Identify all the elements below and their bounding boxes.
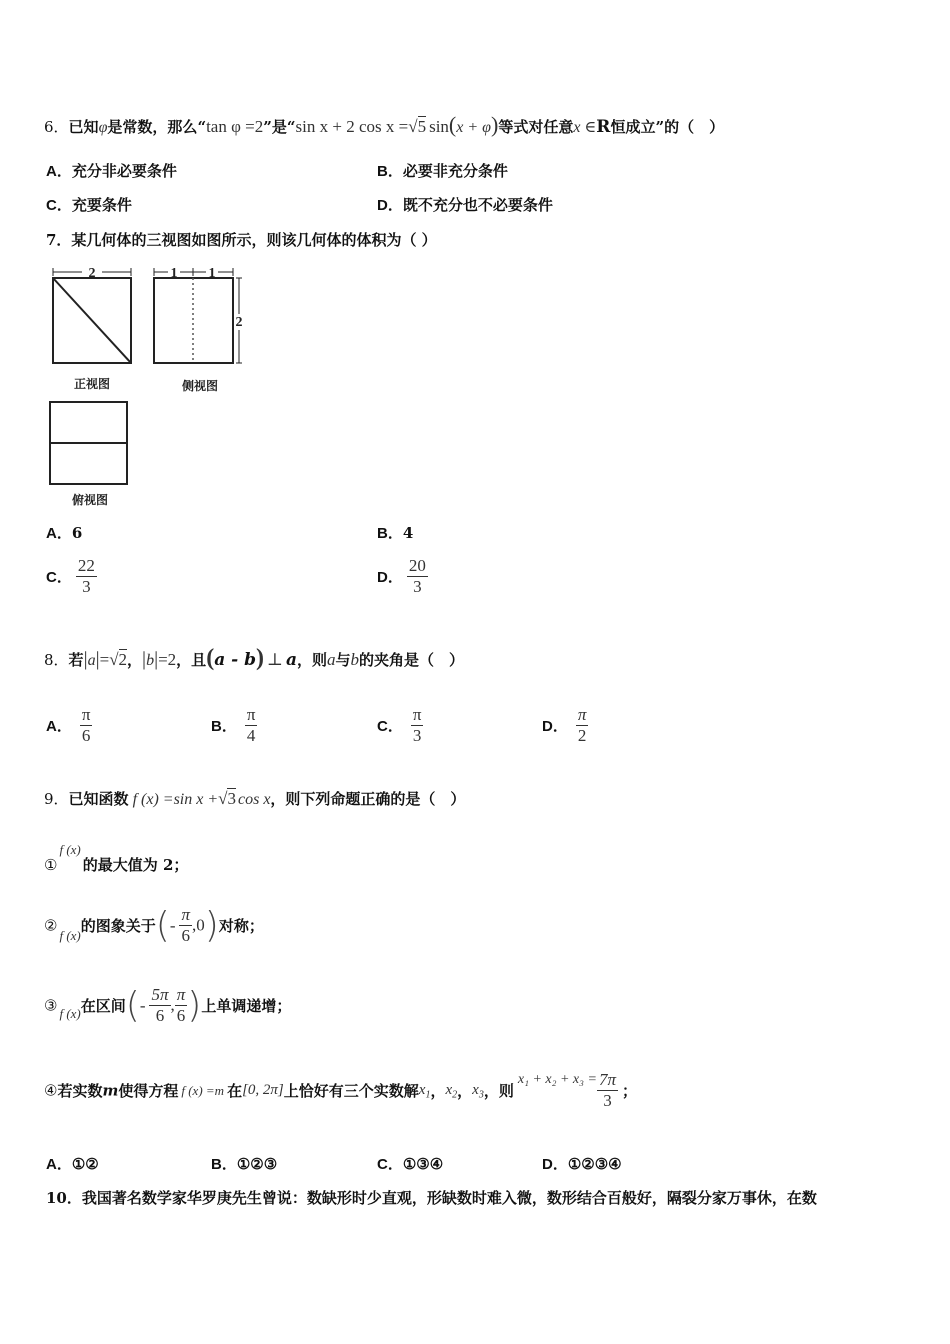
- q7-option-b[interactable]: [377, 522, 413, 543]
- abs-bar: |: [154, 648, 159, 670]
- numerator: 22: [77, 556, 95, 575]
- front-diagonal: [53, 278, 131, 363]
- x2-sub: 2: [452, 1089, 458, 1101]
- q6-number: 6．: [44, 118, 69, 136]
- option-text: 既不充分也不必要条件: [402, 196, 553, 214]
- sqrt-sign: √: [218, 789, 228, 808]
- side-dim-label-height: 2: [235, 315, 243, 330]
- x1-sub: 1: [425, 1089, 431, 1101]
- vector-b: b: [350, 650, 360, 669]
- option-text: 充分非必要条件: [71, 162, 177, 180]
- fraction: [149, 985, 170, 1026]
- q8-text: 若: [68, 651, 84, 669]
- numerator: π: [246, 705, 256, 724]
- statement-text: 的图象关于: [80, 917, 156, 935]
- front-dim-label: 2: [88, 266, 96, 281]
- q8-option-a[interactable]: [46, 705, 92, 746]
- abs-bar: |: [83, 648, 88, 670]
- option-label: A．: [46, 1156, 72, 1173]
- q7-option-d[interactable]: [377, 556, 428, 597]
- equation-lhs: sin x + 2 cos x =: [295, 117, 409, 136]
- q9-statement-1: [44, 842, 188, 875]
- numerator: 5π: [151, 985, 169, 1004]
- vector-diff: a - b: [214, 650, 256, 670]
- side-dim-label-left: 1: [170, 266, 178, 281]
- paren-open: (: [448, 112, 457, 137]
- numerator: 7π: [598, 1070, 616, 1089]
- comma: ，: [430, 1082, 446, 1100]
- interval: [0, 2π]: [242, 1082, 284, 1098]
- option-label: C．: [377, 1156, 403, 1173]
- statement-text: 上单调递增；: [201, 997, 292, 1015]
- fraction: [407, 556, 428, 597]
- question-8-stem: [44, 645, 464, 672]
- option-label: D．: [542, 718, 568, 735]
- minus: -: [139, 995, 146, 1015]
- q9-option-b[interactable]: [211, 1153, 277, 1174]
- equation: f (x) =m: [181, 1082, 225, 1098]
- vector-b: b: [146, 652, 155, 669]
- q8-option-d[interactable]: [542, 705, 588, 746]
- top-view-label: 俯视图: [71, 493, 109, 507]
- denominator: 3: [597, 1090, 618, 1111]
- paren-close: ): [491, 112, 499, 137]
- statement-text: 在: [227, 1082, 243, 1100]
- option-label: B．: [377, 163, 403, 180]
- question-7-stem: 7．某几何体的三视图如图所示，则该几何体的体积为（ ）: [46, 231, 437, 249]
- q7-option-c[interactable]: [46, 556, 97, 597]
- x1: x: [418, 1082, 426, 1098]
- sqrt-sign: √: [408, 117, 418, 136]
- side-dim-label-right: 1: [208, 266, 216, 281]
- option-text: 6: [71, 524, 83, 542]
- f-of-x: f (x): [59, 1005, 81, 1021]
- abs-bar: |: [95, 648, 100, 670]
- x3-sub: 3: [478, 1089, 484, 1101]
- statement-marker: ②: [44, 916, 58, 935]
- sqrt-value: 2: [118, 650, 128, 669]
- statement-text: 若实数: [57, 1082, 103, 1100]
- option-label: A．: [46, 525, 72, 542]
- front-view-label: 正视图: [73, 377, 111, 391]
- equals-2: =2: [158, 650, 177, 669]
- comma: ,: [170, 995, 175, 1015]
- q9-option-a[interactable]: [46, 1153, 99, 1174]
- tan-condition: tan φ =2: [206, 117, 264, 136]
- q8-option-b[interactable]: [211, 705, 257, 746]
- fraction: [179, 905, 192, 946]
- option-label: C．: [46, 197, 72, 214]
- minus: -: [169, 915, 176, 935]
- quote-open: “: [286, 118, 296, 136]
- option-text: 4: [402, 524, 414, 542]
- q8-text: 的夹角是（ ）: [359, 651, 465, 669]
- denominator: 2: [576, 725, 589, 746]
- denominator: 6: [149, 1005, 170, 1026]
- fraction: [175, 985, 188, 1026]
- option-text: 充要条件: [71, 196, 132, 214]
- fraction: [411, 705, 424, 746]
- equals: =: [99, 650, 110, 669]
- point-y: ,0: [192, 915, 205, 935]
- option-text: ①③④: [402, 1155, 444, 1173]
- paren-open: (: [155, 905, 170, 946]
- q9-text: 已知函数: [68, 790, 129, 808]
- q6-text: 恒成立”的（ ）: [610, 118, 725, 136]
- q6-option-d[interactable]: [377, 194, 553, 215]
- perp-symbol: ⊥: [266, 650, 283, 669]
- option-label: A．: [46, 163, 72, 180]
- statement-text: 使得方程: [118, 1082, 179, 1100]
- q6-text: 是: [271, 118, 287, 136]
- quote-close: ”: [263, 118, 272, 136]
- question-10-stem: 10．我国著名数学家华罗庚先生曾说：数缺形时少直观，形缺数时难入微，数形结合百般好，隔裂分家万事休，在数: [46, 1189, 817, 1207]
- option-label: D．: [542, 1156, 568, 1173]
- statement-text: 对称；: [218, 917, 264, 935]
- paren-close: ): [204, 905, 219, 946]
- q6-option-a[interactable]: [46, 160, 177, 181]
- statement-text: 在区间: [80, 997, 126, 1015]
- sqrt-sign: √: [109, 650, 119, 669]
- numerator: π: [181, 905, 191, 924]
- denominator: 6: [179, 925, 192, 946]
- three-view-figure: [40, 262, 260, 512]
- phi-symbol: φ: [98, 119, 108, 136]
- cos-term: cos x: [237, 791, 271, 808]
- q9-option-d[interactable]: [542, 1153, 622, 1174]
- x-in: x ∈: [573, 119, 597, 136]
- vector-a: a: [87, 652, 96, 669]
- quote-open: “: [197, 118, 207, 136]
- comma: ，: [127, 651, 143, 669]
- fraction: [245, 705, 258, 746]
- option-label: B．: [211, 1156, 237, 1173]
- fraction: [76, 556, 97, 597]
- option-text: ①②③④: [567, 1155, 622, 1173]
- f-of-x: f (x): [59, 842, 81, 857]
- semicolon: ；: [621, 1082, 637, 1100]
- denominator: 6: [175, 1005, 188, 1026]
- question-9-stem: [44, 788, 465, 809]
- option-text: ①②: [71, 1155, 99, 1173]
- statement-marker: ①: [44, 856, 58, 874]
- q6-option-c[interactable]: [46, 194, 132, 215]
- paren-open: (: [206, 645, 215, 671]
- denominator: 3: [76, 576, 97, 597]
- statement-marker: ④: [44, 1081, 58, 1100]
- x3: x: [472, 1082, 479, 1098]
- statement-marker: ③: [44, 996, 58, 1015]
- f-of-x: f (x): [59, 927, 81, 943]
- statement-text: 的最大值为 2；: [82, 856, 189, 874]
- sin-arg: x + φ: [456, 119, 491, 136]
- statement-text: 上恰好有三个实数解: [283, 1082, 419, 1100]
- option-text: ①②③: [236, 1155, 278, 1173]
- option-label: B．: [377, 525, 403, 542]
- numerator: π: [176, 985, 186, 1004]
- abs-bar: |: [142, 648, 147, 670]
- q9-text: ，则下列命题正确的是（ ）: [270, 790, 466, 808]
- q8-text: 与: [335, 651, 351, 669]
- q8-text: ，且: [176, 651, 207, 669]
- denominator: 3: [407, 576, 428, 597]
- numerator: π: [412, 705, 422, 724]
- sqrt-value: 3: [227, 789, 236, 808]
- fraction: [576, 705, 589, 746]
- q9-statement-2: [44, 905, 264, 946]
- denominator: 4: [245, 725, 258, 746]
- q6-text: 已知: [68, 118, 99, 136]
- option-label: A．: [46, 718, 72, 735]
- function-def: f (x) =sin x +: [132, 791, 219, 808]
- side-view-label: 侧视图: [181, 379, 219, 393]
- side-view: [154, 278, 233, 363]
- fraction: [597, 1070, 618, 1111]
- q9-number: 9．: [44, 790, 69, 808]
- vector-a-bold: a: [285, 650, 297, 670]
- x2: x: [445, 1082, 453, 1098]
- sqrt-value: 5: [417, 117, 427, 136]
- numerator: π: [81, 705, 91, 724]
- q9-option-c[interactable]: [377, 1153, 443, 1174]
- option-label: D．: [377, 569, 403, 586]
- q7-option-a[interactable]: [46, 522, 82, 543]
- paren-open: (: [125, 985, 140, 1026]
- q8-text: ，则: [297, 651, 328, 669]
- statement-text: ，则: [483, 1082, 514, 1100]
- q6-text: 等式对任意: [498, 118, 574, 136]
- numerator: 20: [408, 556, 426, 575]
- question-6-stem: [44, 112, 724, 138]
- q6-text: 是常数，那么: [107, 118, 198, 136]
- fraction: [80, 705, 93, 746]
- comma: ，: [457, 1082, 473, 1100]
- sum-expr: x₁ + x₂ + x₃ =: [517, 1071, 597, 1087]
- numerator: π: [577, 705, 587, 724]
- q8-option-c[interactable]: [377, 705, 423, 746]
- var-m: m: [102, 1081, 119, 1100]
- paren-close: ): [255, 645, 264, 671]
- option-label: C．: [46, 569, 72, 586]
- q9-statement-3: [44, 985, 291, 1026]
- option-label: D．: [377, 197, 403, 214]
- vector-a: a: [327, 650, 336, 669]
- denominator: 3: [411, 725, 424, 746]
- q8-number: 8．: [44, 651, 69, 669]
- q9-statement-4: [44, 1070, 637, 1111]
- side-dimension: [154, 268, 242, 363]
- denominator: 6: [80, 725, 93, 746]
- option-label: C．: [377, 718, 403, 735]
- real-set: R: [596, 117, 611, 137]
- sin-text: sin: [429, 117, 449, 136]
- q6-option-b[interactable]: [377, 160, 508, 181]
- paren-close: ): [187, 985, 202, 1026]
- option-label: B．: [211, 718, 237, 735]
- option-text: 必要非充分条件: [402, 162, 508, 180]
